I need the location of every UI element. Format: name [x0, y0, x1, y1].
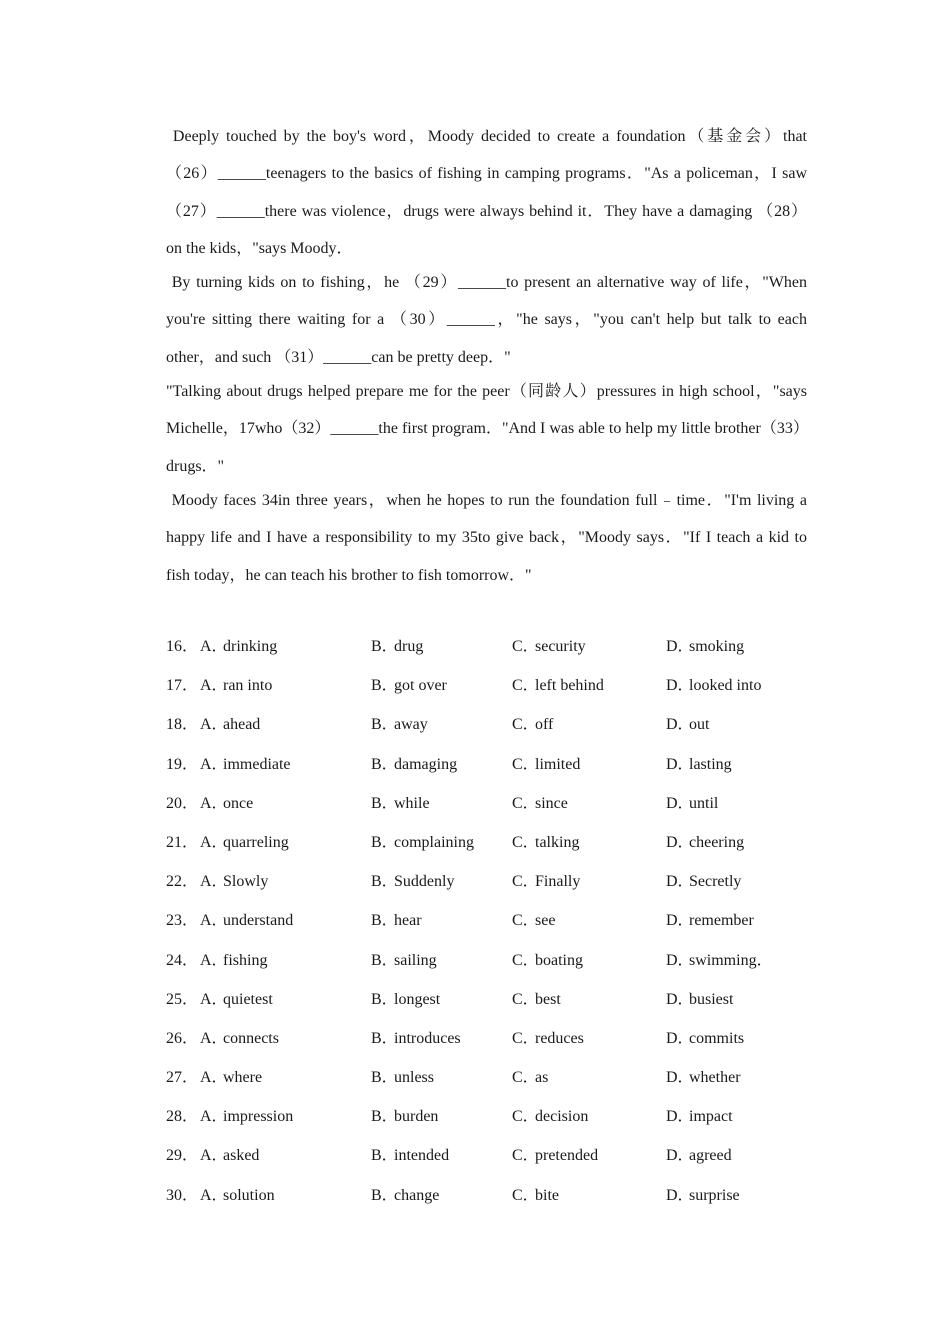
option-d[interactable]: [666, 705, 709, 744]
option-c[interactable]: [512, 1176, 559, 1215]
passage-line: （27）______there was violence，drugs were always behind it．They have a damaging （28）: [166, 202, 807, 220]
question-number: 28．: [166, 1108, 199, 1126]
question-number: 20．: [166, 794, 199, 812]
option-letter: D．: [666, 1029, 694, 1047]
option-letter: B．: [371, 755, 398, 773]
option-d[interactable]: [666, 941, 773, 980]
option-letter: C．: [512, 1069, 539, 1087]
option-letter: A．: [200, 716, 228, 734]
option-text: introduces: [394, 1029, 461, 1047]
question-number: 24．: [166, 951, 199, 969]
passage-paragraph: [166, 373, 807, 485]
question-number: 26．: [166, 1029, 199, 1047]
option-letter: B．: [371, 873, 398, 891]
question-number: 23．: [166, 912, 199, 930]
question-number: 29．: [166, 1147, 199, 1165]
option-letter: A．: [200, 951, 228, 969]
question-row: [166, 1019, 806, 1058]
option-text: whether: [689, 1069, 741, 1087]
option-a[interactable]: [200, 901, 293, 940]
option-letter: B．: [371, 833, 398, 851]
option-letter: D．: [666, 716, 694, 734]
question-row: [166, 1058, 806, 1097]
option-text: Secretly: [689, 873, 742, 891]
question-number: 30．: [166, 1186, 199, 1204]
option-text: longest: [394, 990, 441, 1008]
option-letter: B．: [371, 716, 398, 734]
option-c[interactable]: [512, 784, 568, 823]
option-text: best: [535, 990, 561, 1008]
option-text: intended: [394, 1147, 450, 1165]
question-number: 19．: [166, 755, 199, 773]
option-text: off: [535, 716, 554, 734]
passage-line: fish today，he can teach his brother to fish tomorrow．": [166, 566, 532, 584]
option-text: surprise: [689, 1186, 740, 1204]
option-text: out: [689, 716, 710, 734]
option-b[interactable]: [371, 745, 457, 784]
option-c[interactable]: [512, 862, 580, 901]
question-number: 16．: [166, 638, 199, 655]
option-text: understand: [223, 912, 294, 930]
option-text: commits: [689, 1029, 745, 1047]
question-row: [166, 862, 806, 901]
option-text: while: [394, 794, 430, 812]
passage-line: you're sitting there waiting for a （30）______，"he says，"you can't help but talk to each: [166, 311, 807, 329]
question-row: [166, 901, 806, 940]
option-text: away: [394, 716, 428, 734]
option-a[interactable]: [200, 941, 267, 980]
option-d[interactable]: [666, 1097, 733, 1136]
option-letter: A．: [200, 1069, 228, 1087]
question-row: [166, 1136, 806, 1175]
question-row: [166, 784, 806, 823]
option-text: immediate: [223, 755, 291, 773]
question-number: 18．: [166, 716, 199, 734]
option-text: left behind: [535, 677, 604, 695]
option-letter: A．: [200, 1147, 228, 1165]
option-d[interactable]: [666, 980, 733, 1019]
option-letter: D．: [666, 794, 694, 812]
option-text: got over: [394, 677, 447, 695]
passage-line: （26）______teenagers to the basics of fishing in camping programs．"As a policeman，I saw: [166, 165, 807, 183]
option-d[interactable]: [666, 745, 732, 784]
option-c[interactable]: [512, 666, 604, 705]
option-letter: D．: [666, 990, 694, 1008]
option-text: as: [535, 1069, 549, 1087]
option-b[interactable]: [371, 862, 454, 901]
option-letter: D．: [666, 833, 694, 851]
option-d[interactable]: [666, 784, 718, 823]
option-letter: D．: [666, 951, 694, 969]
option-a[interactable]: [200, 784, 253, 823]
option-text: bite: [535, 1186, 559, 1204]
option-letter: C．: [512, 1186, 539, 1204]
option-letter: B．: [371, 677, 398, 695]
option-text: drinking: [223, 638, 278, 655]
passage-paragraph: [166, 118, 807, 267]
option-d[interactable]: [666, 1019, 744, 1058]
option-text: change: [394, 1186, 440, 1204]
option-letter: D．: [666, 677, 694, 695]
option-letter: C．: [512, 1108, 539, 1126]
option-a[interactable]: [200, 862, 268, 901]
option-letter: B．: [371, 1029, 398, 1047]
option-text: agreed: [689, 1147, 732, 1165]
option-text: damaging: [394, 755, 458, 773]
option-c[interactable]: [512, 1097, 588, 1136]
option-text: Slowly: [223, 873, 269, 891]
option-text: quarreling: [223, 833, 289, 851]
option-d[interactable]: [666, 1176, 740, 1215]
option-letter: C．: [512, 638, 539, 655]
option-letter: B．: [371, 1147, 398, 1165]
option-c[interactable]: [512, 705, 553, 744]
option-letter: C．: [512, 833, 539, 851]
option-d[interactable]: [666, 901, 754, 940]
question-row: [166, 666, 806, 705]
option-d[interactable]: [666, 627, 744, 666]
passage-line: By turning kids on to fishing，he （29）______to present an alternative way of life，"When: [166, 274, 807, 292]
option-c[interactable]: [512, 1019, 584, 1058]
option-letter: A．: [200, 833, 228, 851]
option-letter: A．: [200, 990, 228, 1008]
option-c[interactable]: [512, 1136, 598, 1175]
option-a[interactable]: [200, 745, 291, 784]
option-d[interactable]: [666, 1058, 741, 1097]
option-letter: B．: [371, 1186, 398, 1204]
question-row: [166, 705, 806, 744]
option-text: swimming．: [689, 951, 773, 969]
option-letter: A．: [200, 912, 228, 930]
passage-paragraph: [166, 482, 807, 594]
option-letter: B．: [371, 1108, 398, 1126]
option-text: connects: [223, 1029, 279, 1047]
option-text: remember: [689, 912, 754, 930]
passage-line: Michelle，17who（32）______the first program．"And I was able to help my little brother（33）: [166, 420, 809, 438]
option-c[interactable]: [512, 1058, 548, 1097]
option-text: looked into: [689, 677, 762, 695]
option-letter: C．: [512, 951, 539, 969]
option-text: drug: [394, 638, 424, 655]
option-b[interactable]: [371, 1097, 438, 1136]
option-letter: D．: [666, 873, 694, 891]
option-letter: D．: [666, 1147, 694, 1165]
option-d[interactable]: [666, 666, 761, 705]
option-d[interactable]: [666, 862, 741, 901]
passage-line: "Talking about drugs helped prepare me for the peer（同龄人）pressures in high school，"says: [166, 383, 807, 401]
option-a[interactable]: [200, 1136, 259, 1175]
option-b[interactable]: [371, 823, 474, 862]
option-b[interactable]: [371, 1019, 461, 1058]
option-text: lasting: [689, 755, 732, 773]
option-d[interactable]: [666, 1136, 732, 1175]
option-letter: C．: [512, 755, 539, 773]
option-letter: A．: [200, 677, 228, 695]
option-letter: A．: [200, 1186, 228, 1204]
option-b[interactable]: [371, 901, 422, 940]
option-c[interactable]: [512, 941, 583, 980]
question-number: 25．: [166, 990, 199, 1008]
option-b[interactable]: [371, 705, 428, 744]
option-b[interactable]: [371, 941, 437, 980]
option-text: solution: [223, 1186, 275, 1204]
option-text: ran into: [223, 677, 273, 695]
option-a[interactable]: [200, 666, 272, 705]
question-row: [166, 980, 806, 1019]
option-b[interactable]: [371, 666, 447, 705]
option-text: fishing: [223, 951, 268, 969]
question-row: [166, 627, 806, 666]
option-text: since: [535, 794, 568, 812]
option-letter: D．: [666, 1069, 694, 1087]
option-letter: B．: [371, 912, 398, 930]
option-c[interactable]: [512, 745, 580, 784]
option-text: asked: [223, 1147, 260, 1165]
option-a[interactable]: [200, 627, 277, 666]
option-letter: D．: [666, 912, 694, 930]
option-letter: C．: [512, 1029, 539, 1047]
option-a[interactable]: [200, 1097, 293, 1136]
option-text: security: [535, 638, 586, 655]
option-text: complaining: [394, 833, 474, 851]
option-text: ahead: [223, 716, 261, 734]
option-a[interactable]: [200, 1019, 279, 1058]
option-a[interactable]: [200, 705, 260, 744]
option-a[interactable]: [200, 823, 289, 862]
question-row: [166, 823, 806, 862]
question-number: 21．: [166, 833, 199, 851]
option-text: impression: [223, 1108, 294, 1126]
option-letter: B．: [371, 951, 398, 969]
question-options-list: [166, 627, 806, 1215]
option-text: Suddenly: [394, 873, 455, 891]
option-text: boating: [535, 951, 583, 969]
option-b[interactable]: [371, 627, 423, 666]
question-row: [166, 1097, 806, 1136]
option-c[interactable]: [512, 627, 586, 666]
option-letter: D．: [666, 1108, 694, 1126]
question-number: 27．: [166, 1069, 199, 1087]
option-c[interactable]: [512, 901, 555, 940]
option-a[interactable]: [200, 1058, 262, 1097]
option-a[interactable]: [200, 980, 273, 1019]
option-c[interactable]: [512, 823, 579, 862]
option-letter: C．: [512, 990, 539, 1008]
option-text: busiest: [689, 990, 734, 1008]
option-text: decision: [535, 1108, 589, 1126]
passage-line: other，and such （31）______can be pretty deep．": [166, 348, 511, 366]
option-letter: B．: [371, 990, 398, 1008]
option-letter: A．: [200, 1029, 228, 1047]
option-letter: A．: [200, 638, 228, 655]
option-letter: C．: [512, 912, 539, 930]
option-letter: B．: [371, 1069, 398, 1087]
option-letter: A．: [200, 755, 228, 773]
option-letter: B．: [371, 794, 398, 812]
question-row: [166, 1176, 806, 1215]
option-letter: D．: [666, 1186, 694, 1204]
option-text: impact: [689, 1108, 733, 1126]
option-c[interactable]: [512, 980, 561, 1019]
option-letter: C．: [512, 677, 539, 695]
option-text: burden: [394, 1108, 439, 1126]
option-b[interactable]: [371, 1058, 434, 1097]
option-text: limited: [535, 755, 581, 773]
passage-line: Deeply touched by the boy's word，Moody decided to create a foundation（基金会）that: [166, 128, 807, 145]
passage-line: happy life and I have a responsibility to my 35to give back，"Moody says．"If I teach a kid to: [166, 529, 808, 547]
option-text: until: [689, 794, 719, 812]
option-text: Finally: [535, 873, 581, 891]
question-row: [166, 941, 806, 980]
passage-line: drugs．": [166, 457, 225, 475]
option-letter: D．: [666, 755, 694, 773]
option-text: reduces: [535, 1029, 584, 1047]
option-b[interactable]: [371, 784, 430, 823]
option-b[interactable]: [371, 1136, 449, 1175]
question-number: 17．: [166, 677, 199, 695]
option-text: talking: [535, 833, 580, 851]
option-text: quietest: [223, 990, 273, 1008]
passage-line: on the kids，"says Moody．: [166, 239, 353, 257]
option-text: smoking: [689, 638, 745, 655]
option-letter: D．: [666, 638, 694, 655]
option-b[interactable]: [371, 980, 440, 1019]
option-text: cheering: [689, 833, 745, 851]
option-letter: A．: [200, 1108, 228, 1126]
option-text: hear: [394, 912, 422, 930]
option-letter: C．: [512, 873, 539, 891]
option-text: once: [223, 794, 254, 812]
option-letter: C．: [512, 716, 539, 734]
option-d[interactable]: [666, 823, 744, 862]
question-row: [166, 745, 806, 784]
option-letter: A．: [200, 873, 228, 891]
question-number: 22．: [166, 873, 199, 891]
option-letter: C．: [512, 794, 539, 812]
option-text: unless: [394, 1069, 434, 1087]
passage-paragraph: [166, 264, 807, 376]
option-b[interactable]: [371, 1176, 439, 1215]
option-text: sailing: [394, 951, 437, 969]
option-a[interactable]: [200, 1176, 275, 1215]
option-text: where: [223, 1069, 263, 1087]
passage-line: Moody faces 34in three years，when he hopes to run the foundation full﹣time．"I'm living a: [166, 491, 807, 509]
reading-passage: [166, 118, 807, 594]
option-letter: A．: [200, 794, 228, 812]
option-text: see: [535, 912, 556, 930]
option-text: pretended: [535, 1147, 599, 1165]
option-letter: B．: [371, 638, 398, 655]
option-letter: C．: [512, 1147, 539, 1165]
